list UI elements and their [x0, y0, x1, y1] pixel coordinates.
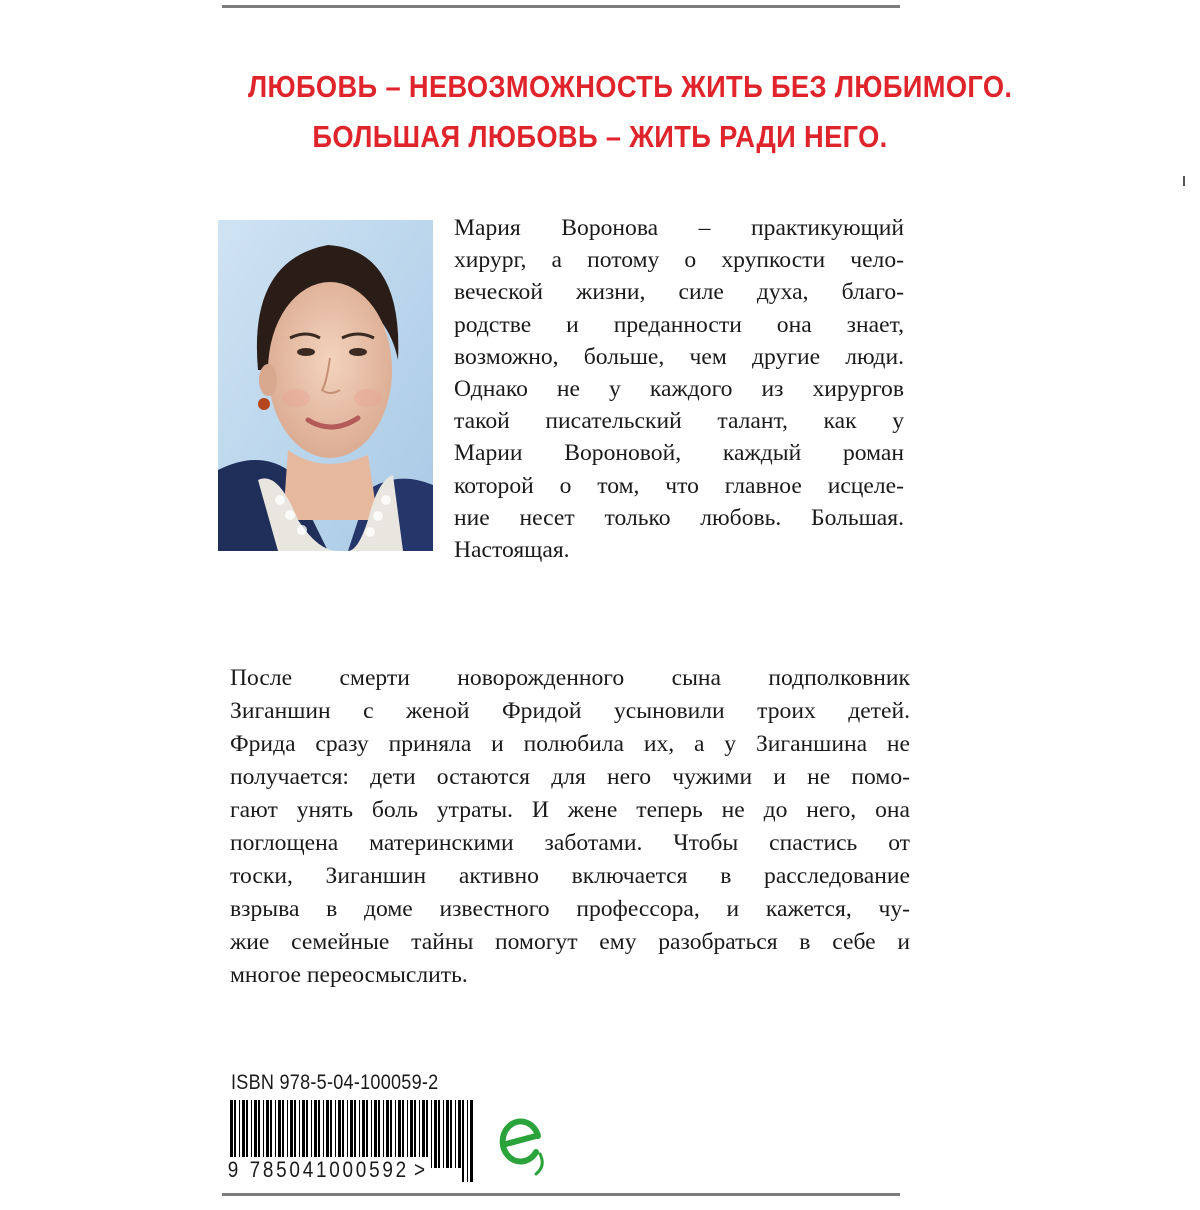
bio-line: веческой жизни, силе духа, благо- [454, 279, 904, 306]
bio-line: родстве и преданности она знает, [454, 311, 904, 338]
bio-line: возможно, больше, чем другие люди. [454, 343, 904, 370]
bio-line: такой писательский талант, как у [454, 408, 904, 435]
barcode-bar [455, 1100, 456, 1168]
barcode-number: 785041000592 [249, 1157, 409, 1182]
isbn-label: ISBN 978-5-04-100059-2 [231, 1071, 439, 1094]
barcode-bar [443, 1100, 444, 1168]
barcode-bar [434, 1100, 437, 1168]
barcode-lead-digit: 9 [227, 1157, 241, 1182]
bio-line: Настоящая. [454, 537, 570, 564]
author-bio [454, 212, 904, 566]
top-rule [222, 5, 900, 8]
bio-line: которой о том, что главное исцеле- [454, 472, 904, 499]
bio-line: Мария Воронова – практикующий [454, 215, 904, 241]
barcode-bar [462, 1100, 464, 1182]
bio-line: хирург, а потому о хрупкости чело- [454, 247, 904, 274]
synopsis-line: жие семейные тайны помогут ему разобраться в себе и [230, 929, 910, 955]
barcode-bar [450, 1100, 452, 1168]
barcode-quiet-mark: > [414, 1157, 428, 1182]
synopsis-line: Фрида сразу приняла и полюбила их, а у Зиганшина не [230, 731, 910, 757]
synopsis-line: поглощена материнскими заботами. Чтобы спастись от [230, 830, 910, 856]
book-synopsis [230, 662, 910, 992]
author-photo [218, 220, 433, 551]
synopsis-line: После смерти новорожденного сына подполковник [230, 665, 910, 691]
barcode-bar [438, 1100, 440, 1168]
barcode-bar [467, 1100, 468, 1182]
bio-line: ние несет только любовь. Большая. [454, 504, 904, 531]
bio-line: Марии Вороновой, каждый роман [454, 440, 904, 467]
barcode-bar [470, 1100, 473, 1182]
synopsis-line: получается: дети остаются для него чужими и не помо- [230, 764, 910, 790]
barcode-digits [226, 1157, 430, 1183]
barcode-bar [446, 1100, 449, 1168]
tagline-line-1: ЛЮБОВЬ – НЕВОЗМОЖНОСТЬ ЖИТЬ БЕЗ ЛЮБИМОГО. [248, 69, 1013, 104]
eksmo-e-logo-icon [496, 1114, 548, 1178]
tagline-line-2: БОЛЬШАЯ ЛЮБОВЬ – ЖИТЬ РАДИ НЕГО. [312, 119, 888, 154]
bio-line: Однако не у каждого из хирургов [454, 376, 904, 403]
synopsis-line: Зиганшин с женой Фридой усыновили троих детей. [230, 698, 910, 724]
synopsis-line: взрыва в доме известного профессора, и кажется, чу- [230, 896, 910, 922]
synopsis-line: тоски, Зиганшин активно включается в расследование [230, 863, 910, 889]
bottom-rule [222, 1193, 900, 1196]
barcode-bar [458, 1100, 461, 1168]
edge-mark [1183, 176, 1185, 186]
synopsis-line: многое переосмыслить. [230, 962, 468, 988]
synopsis-line: гают унять боль утраты. И жене теперь не до него, она [230, 797, 910, 823]
tagline [248, 62, 1013, 162]
barcode-bar [431, 1100, 432, 1168]
